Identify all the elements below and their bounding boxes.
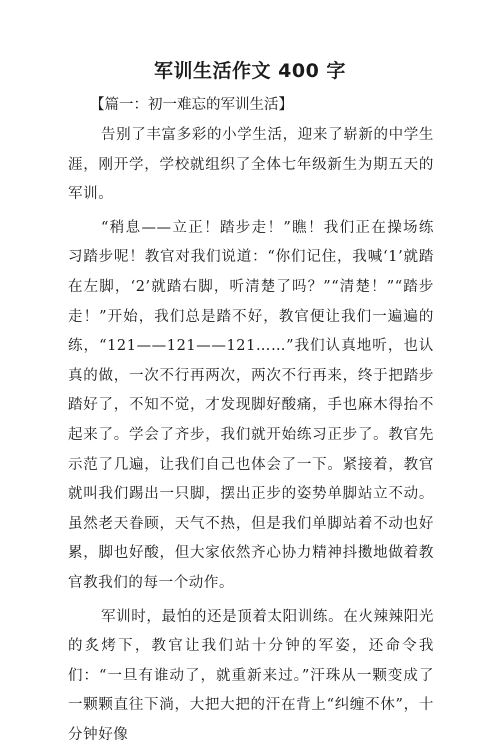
document-body bbox=[68, 95, 434, 754]
paragraph-sun-training: 军训时，最怕的还是顶着太阳训练。在火辣辣阳光的炙烤下，教官让我们站十分钟的军姿，还命令我们：“一旦有谁动了，就重新来过。”汗珠从一颗变成了一颗颗直往下淌，大把大把的汗在背上“纠缠不休”，十分钟好像 bbox=[68, 608, 434, 743]
section-heading: 【篇一：初一难忘的军训生活】 bbox=[90, 97, 293, 113]
document-title: 军训生活作文 400 字 bbox=[154, 60, 346, 82]
paragraph-intro: 告别了丰富多彩的小学生活，迎来了崭新的中学生涯，刚开学，学校就组织了全体七年级新生为期五天的军训。 bbox=[68, 127, 434, 203]
paragraph-marching: “稍息——立正！踏步走！”瞧！我们正在操场练习踏步呢！教官对我们说道：“你们记住，我喊‘1’就踏在左脚，‘2’就踏右脚，听清楚了吗？”“清楚！”“踏步走！”开始，我们总是踏不好，教官便让我们一遍遍的练，“121——121——121……”我们认真地听，也认真的做，一次不行再两次，两次不行再来，终于把踏步踏好了，不知不觉，才发现脚好酸痛，手也麻木得抬不起来了。学会了齐步，我们就开始练习正步了。教官先示范了几遍，让我们自己也体会了一下。紧接着，教官就叫我们踢出一只脚，摆出正步的姿势单脚站立不动。虽然老天眷顾，天气不热，但是我们单脚站着不动也好累，脚也好酸，但大家依然齐心协力精神抖擞地做着教官教我们的每一个动作。 bbox=[68, 219, 434, 591]
